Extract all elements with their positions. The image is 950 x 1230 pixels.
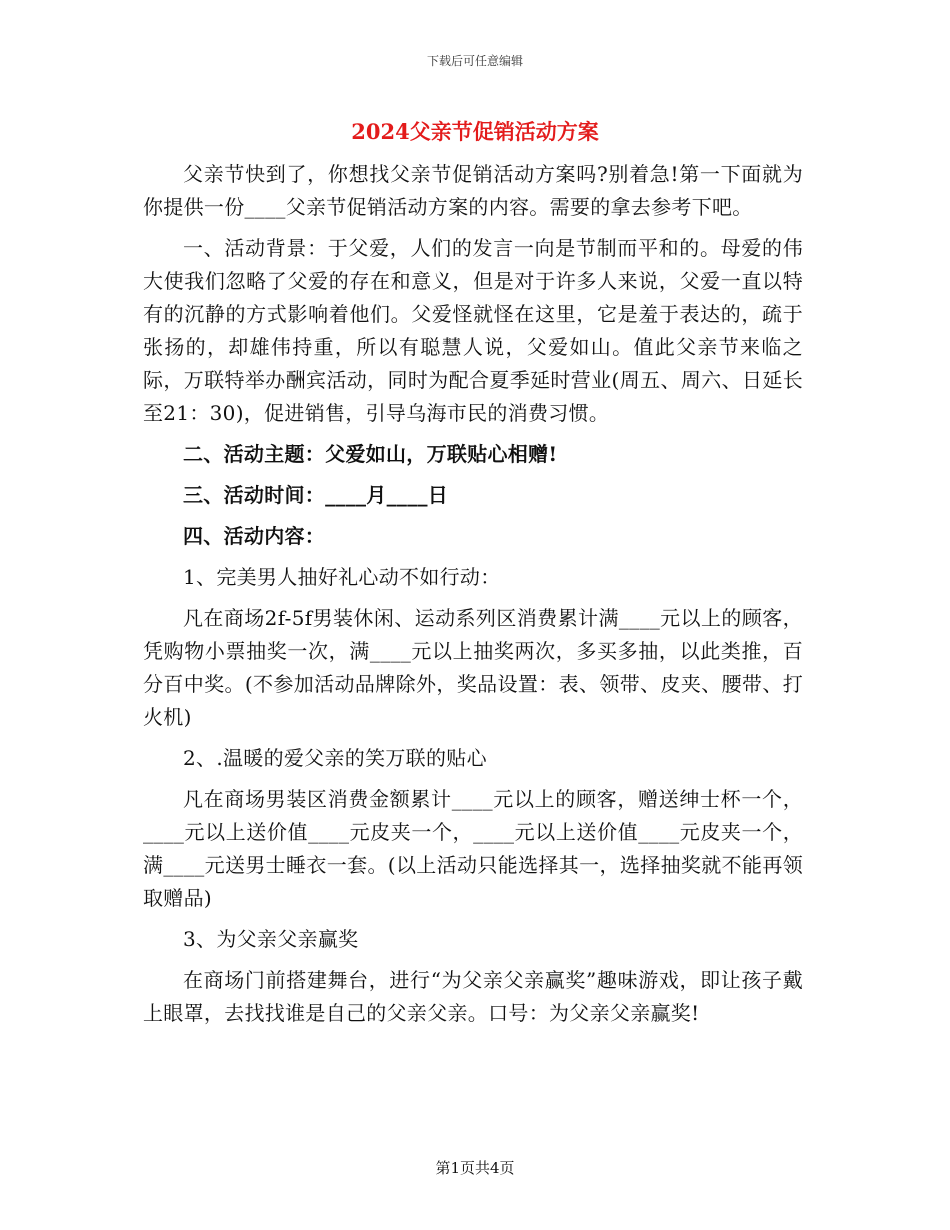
item-3-paragraph: 在商场门前搭建舞台，进行“为父亲父亲赢奖”趣味游戏，即让孩子戴上眼罩，去找找谁是自己的父亲父亲。口号：为父亲父亲赢奖! [143, 968, 803, 1025]
page-footer: 第1页共4页 [435, 1159, 515, 1177]
item-1-heading: 1、完美男人抽好礼心动不如行动： [183, 565, 501, 589]
item-2-heading: 2、.温暖的爱父亲的笑万联的贴心 [183, 746, 487, 770]
content-heading: 四、活动内容： [183, 524, 326, 548]
background-paragraph: 一、活动背景：于父爱，人们的发言一向是节制而平和的。母爱的伟大使我们忽略了父爱的存在和意义，但是对于许多人来说，父爱一直以特有的沉静的方式影响着他们。父爱怪就怪在这里，它是羞于表达的，疏于张扬的，却雄伟持重，所以有聪慧人说，父爱如山。值此父亲节来临之际，万联特举办酬宾活动，同时为配合夏季延时营业(周五、周六、日延长至21：30)，促进销售，引导乌海市民的消费习惯。 [143, 236, 803, 425]
theme-heading: 二、活动主题：父爱如山，万联贴心相赠! [183, 442, 558, 466]
item-2-paragraph: 凡在商场男装区消费金额累计____元以上的顾客，赠送绅士杯一个，____元以上送价值____元皮夹一个，____元以上送价值____元皮夹一个，满____元送男士睡衣一套。(以上活动只能选择其一，选择抽奖就不能再领取赠品) [143, 787, 803, 910]
time-heading: 三、活动时间：____月____日 [183, 483, 449, 507]
item-3-heading: 3、为父亲父亲赢奖 [183, 927, 359, 951]
item-1-paragraph: 凡在商场2f-5f男装休闲、运动系列区消费累计满____元以上的顾客，凭购物小票抽奖一次，满____元以上抽奖两次，多买多抽，以此类推，百分百中奖。(不参加活动品牌除外，奖品设置：表、领带、皮夹、腰带、打火机) [143, 606, 803, 729]
intro-paragraph: 父亲节快到了，你想找父亲节促销活动方案吗?别着急!第一下面就为你提供一份____父亲节促销活动方案的内容。需要的拿去参考下吧。 [143, 162, 803, 219]
page-header: 下载后可任意编辑 [426, 54, 523, 68]
document-title: 2024父亲节促销活动方案 [351, 119, 599, 144]
document-body [143, 150, 803, 1030]
